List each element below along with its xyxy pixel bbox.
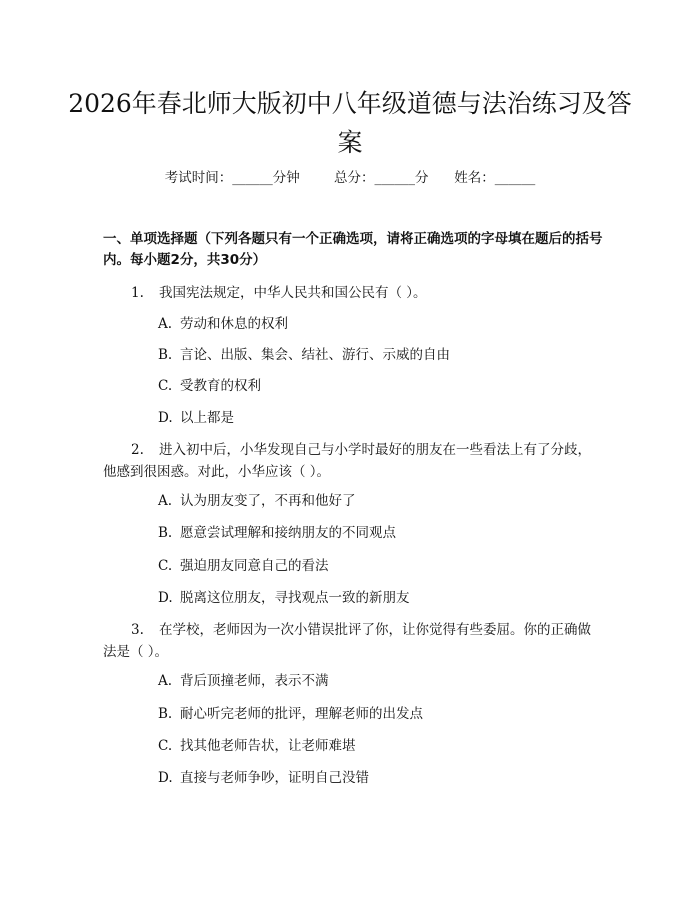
question-2-option-a [158,491,598,511]
option-letter: D. [158,410,173,426]
option-letter: B. [158,706,173,722]
option-letter: C. [158,378,173,394]
option-text: 愿意尝试理解和接纳朋友的不同观点 [180,525,396,541]
option-text: 找其他老师告状，让老师难堪 [180,738,356,754]
option-letter: C. [158,738,173,754]
option-text: 耐心听完老师的批评，理解老师的出发点 [180,706,423,722]
total-score-blank: ______ [374,170,416,186]
document-title: 2026年春北师大版初中八年级道德与法治练习及答案 [68,89,632,157]
exam-time-unit: 分钟 [272,170,300,186]
question-stem: 我国宪法规定，中华人民共和国公民有（ ）。 [159,285,427,301]
student-name-label: 姓名： [454,170,495,186]
question-2-option-b [158,523,598,543]
question-3-option-a [158,671,598,691]
option-letter: B. [158,347,173,363]
option-text: 脱离这位朋友，寻找观点一致的新朋友 [180,590,410,606]
exam-time-blank: ______ [232,170,273,186]
option-letter: D. [158,770,173,786]
total-score-label: 总分： [334,170,375,186]
option-text: 劳动和休息的权利 [180,316,288,332]
option-text: 认为朋友变了，不再和他好了 [180,493,356,509]
exam-meta-line [0,168,700,188]
total-score-unit: 分 [415,170,429,186]
option-letter: B. [158,525,173,541]
exam-time-label: 考试时间： [164,170,233,186]
option-text: 言论、出版、集会、结社、游行、示威的自由 [180,347,450,363]
question-3 [103,619,603,663]
question-1-option-c [158,376,598,396]
question-number: 2. [131,442,144,458]
question-2-option-d [158,588,598,608]
option-text: 受教育的权利 [180,378,261,394]
option-letter: A. [158,673,173,689]
option-letter: C. [158,558,173,574]
question-1 [103,282,603,304]
option-letter: D. [158,590,173,606]
option-text: 直接与老师争吵，证明自己没错 [180,770,369,786]
option-text: 背后顶撞老师，表示不满 [180,673,329,689]
question-1-option-d [158,408,598,428]
question-1-option-b [158,345,598,365]
option-text: 强迫朋友同意自己的看法 [180,558,329,574]
question-stem: 进入初中后，小华发现自己与小学时最好的朋友在一些看法上有了分歧，他感到很困惑。对此，小华应该（ ）。 [103,442,591,480]
option-text: 以上都是 [180,410,234,426]
option-letter: A. [158,316,173,332]
student-name-blank: ______ [494,170,536,186]
option-letter: A. [158,493,173,509]
section-heading-single-choice: 一、单项选择题（下列各题只有一个正确选项，请将正确选项的字母填在题后的括号内。每小题2分，共30分） [103,231,603,268]
question-3-option-d [158,768,598,788]
question-3-option-c [158,736,598,756]
question-2-option-c [158,556,598,576]
question-1-option-a [158,314,598,334]
question-3-option-b [158,704,598,724]
question-number: 1. [131,285,144,301]
question-2 [103,439,603,483]
question-number: 3. [131,622,144,638]
question-stem: 在学校，老师因为一次小错误批评了你，让你觉得有些委屈。你的正确做法是（ ）。 [103,622,591,660]
